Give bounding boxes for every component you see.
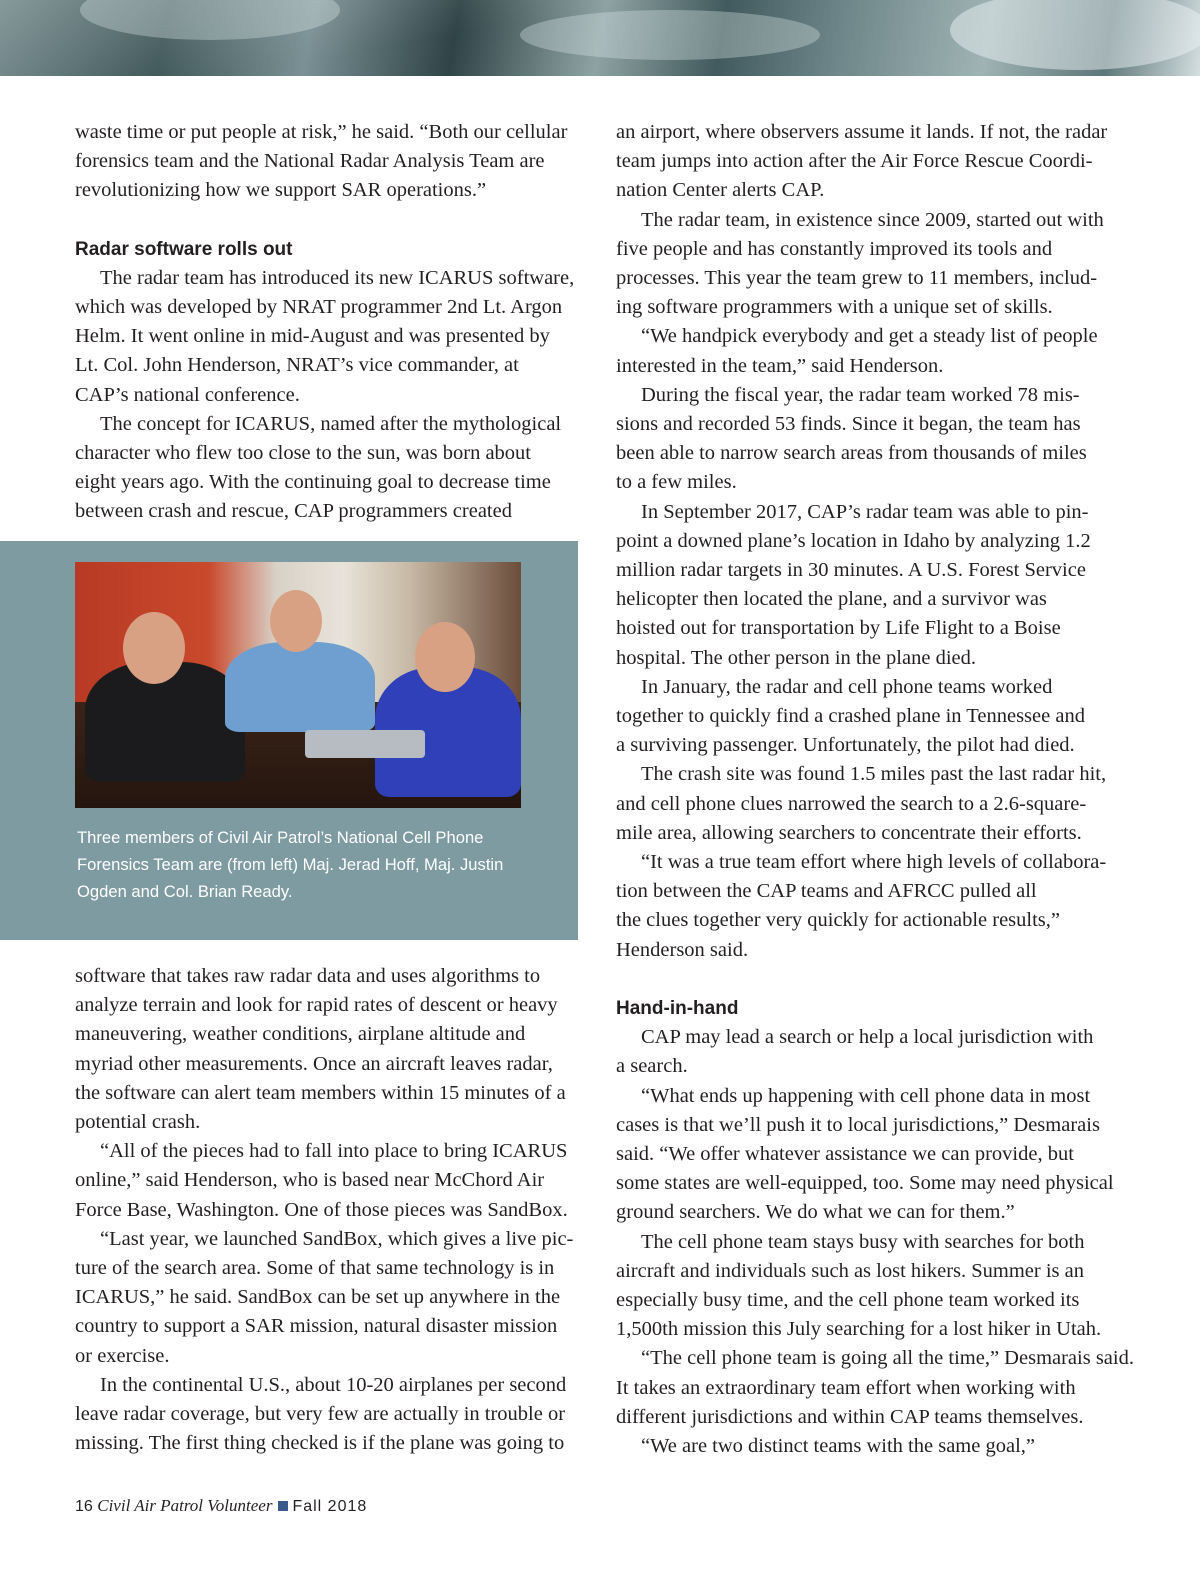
text-line: analyze terrain and look for rapid rates of descent or heavy	[75, 994, 558, 1017]
paragraph	[616, 1432, 1122, 1461]
paragraph	[616, 848, 1122, 965]
paragraph	[616, 1228, 1122, 1345]
header-photo	[0, 0, 1200, 76]
text-line: 1,500th mission this July searching for a lost hiker in Utah.	[616, 1318, 1102, 1341]
text-line: an airport, where observers assume it lands. If not, the radar	[616, 121, 1108, 143]
page-number: 16	[75, 1498, 93, 1515]
text-line: helicopter then located the plane, and a survivor was	[616, 588, 1047, 611]
caption-line: Three members of Civil Air Patrol’s National Cell Phone	[77, 828, 484, 847]
text-line: “We are two distinct teams with the same goal,”	[641, 1434, 1035, 1457]
text-line: myriad other measurements. Once an aircraft leaves radar,	[75, 1052, 553, 1075]
text-line: country to support a SAR mission, natural disaster mission	[75, 1315, 558, 1338]
article-text-left-radar	[75, 264, 583, 527]
text-line: eight years ago. With the continuing goal to decrease time	[75, 471, 551, 494]
paragraph	[616, 322, 1122, 380]
text-line: or exercise.	[75, 1344, 170, 1367]
text-line: ing software programmers with a unique set of skills.	[616, 296, 1053, 319]
text-line: The concept for ICARUS, named after the mythological	[100, 412, 562, 435]
section-heading-radar: Radar software rolls out	[75, 238, 293, 260]
text-line: character who flew too close to the sun, was born about	[75, 442, 531, 465]
text-line: together to quickly find a crashed plane in Tennessee and	[616, 705, 1085, 728]
text-line: some states are well-equipped, too. Some may need physical	[616, 1172, 1114, 1195]
paragraph	[616, 760, 1122, 848]
photo-caption	[77, 824, 547, 905]
text-line: especially busy time, and the cell phone team worked its	[616, 1288, 1080, 1311]
text-line: “What ends up happening with cell phone data in most	[641, 1084, 1091, 1107]
caption-line: Forensics Team are (from left) Maj. Jerad Hoff, Maj. Justin	[77, 855, 504, 874]
paragraph	[75, 118, 583, 206]
article-text-left-top	[75, 118, 583, 206]
text-line: cases is that we’ll push it to local jurisdictions,” Desmarais	[616, 1113, 1100, 1136]
text-line: Force Base, Washington. One of those pieces was SandBox.	[75, 1198, 568, 1221]
paragraph	[75, 962, 583, 1137]
text-line: ground searchers. We do what we can for them.”	[616, 1201, 1015, 1224]
text-line: Lt. Col. John Henderson, NRAT’s vice commander, at	[75, 354, 519, 377]
text-line: interested in the team,” said Henderson.	[616, 354, 944, 377]
text-line: The radar team has introduced its new ICARUS software,	[100, 266, 575, 289]
text-line: hospital. The other person in the plane died.	[616, 646, 976, 669]
article-text-right-hand	[616, 1023, 1134, 1461]
text-line: Helm. It went online in mid-August and was presented by	[75, 325, 550, 348]
text-line: potential crash.	[75, 1111, 201, 1134]
paragraph	[75, 1371, 583, 1459]
paragraph	[616, 1082, 1122, 1228]
text-line: In September 2017, CAP’s radar team was able to pin-	[641, 500, 1089, 523]
paragraph	[75, 1137, 583, 1225]
text-line: missing. The first thing checked is if the plane was going to	[75, 1432, 565, 1455]
text-line: waste time or put people at risk,” he said. “Both our cellular	[75, 121, 568, 143]
page-footer	[75, 1494, 367, 1519]
left-column-top	[75, 118, 583, 527]
text-line: Henderson said.	[616, 938, 749, 961]
paragraph	[75, 264, 583, 410]
text-line: the software can alert team members within 15 minutes of a	[75, 1081, 566, 1104]
text-line: It takes an extraordinary team effort when working with	[616, 1376, 1076, 1399]
text-line: a search.	[616, 1055, 688, 1078]
text-line: leave radar coverage, but very few are actually in trouble or	[75, 1403, 566, 1426]
right-column	[616, 118, 1134, 1461]
text-line: “The cell phone team is going all the time,” Desmarais said.	[641, 1347, 1134, 1370]
text-line: revolutionizing how we support SAR operations.”	[75, 179, 487, 202]
text-line: “Last year, we launched SandBox, which gives a live pic-	[100, 1227, 574, 1250]
text-line: “All of the pieces had to fall into place to bring ICARUS	[100, 1140, 568, 1163]
text-line: software that takes raw radar data and uses algorithms to	[75, 965, 541, 987]
text-line: the clues together very quickly for actionable results,”	[616, 909, 1061, 932]
paragraph	[75, 410, 583, 527]
text-line: tion between the CAP teams and AFRCC pulled all	[616, 880, 1037, 903]
text-line: The cell phone team stays busy with searches for both	[641, 1230, 1085, 1253]
paragraph	[616, 673, 1122, 761]
text-line: hoisted out for transportation by Life Flight to a Boise	[616, 617, 1061, 640]
text-line: online,” said Henderson, who is based near McChord Air	[75, 1169, 545, 1192]
text-line: “We handpick everybody and get a steady list of people	[641, 325, 1098, 348]
text-line: between crash and rescue, CAP programmers created	[75, 500, 512, 523]
text-line: processes. This year the team grew to 11 members, includ-	[616, 267, 1098, 290]
text-line: sions and recorded 53 finds. Since it began, the team has	[616, 413, 1081, 436]
paragraph	[616, 1023, 1122, 1081]
text-line: a surviving passenger. Unfortunately, the pilot had died.	[616, 734, 1075, 757]
text-line: The crash site was found 1.5 miles past the last radar hit,	[641, 763, 1107, 786]
text-line: been able to narrow search areas from thousands of miles	[616, 442, 1087, 465]
text-line: and cell phone clues narrowed the search to a 2.6-square-	[616, 792, 1087, 815]
text-line: nation Center alerts CAP.	[616, 179, 825, 202]
publication-name: Civil Air Patrol Volunteer	[97, 1496, 273, 1515]
text-line: ICARUS,” he said. SandBox can be set up anywhere in the	[75, 1286, 561, 1309]
text-line: CAP may lead a search or help a local jurisdiction with	[641, 1026, 1094, 1049]
paragraph	[616, 1344, 1134, 1432]
text-line: During the fiscal year, the radar team worked 78 mis-	[641, 383, 1080, 406]
text-line: In January, the radar and cell phone teams worked	[641, 675, 1053, 698]
text-line: five people and has constantly improved its tools and	[616, 237, 1053, 260]
text-line: In the continental U.S., about 10-20 airplanes per second	[100, 1373, 567, 1396]
paragraph	[616, 498, 1122, 673]
paragraph	[616, 381, 1122, 498]
left-column-bottom	[75, 962, 583, 1458]
text-line: CAP’s national conference.	[75, 383, 300, 406]
text-line: “It was a true team effort where high levels of collabora-	[641, 851, 1107, 874]
article-text-right-top	[616, 118, 1122, 965]
text-line: forensics team and the National Radar Analysis Team are	[75, 150, 545, 173]
text-line: which was developed by NRAT programmer 2nd Lt. Argon	[75, 296, 563, 319]
section-heading-hand: Hand-in-hand	[616, 997, 739, 1019]
paragraph	[616, 118, 1122, 206]
paragraph	[75, 1225, 583, 1371]
text-line: maneuvering, weather conditions, airplane altitude and	[75, 1023, 526, 1046]
text-line: million radar targets in 30 minutes. A U.S. Forest Service	[616, 559, 1086, 582]
text-line: said. “We offer whatever assistance we can provide, but	[616, 1142, 1074, 1165]
issue-season: Fall 2018	[292, 1498, 368, 1515]
text-line: point a downed plane’s location in Idaho by analyzing 1.2	[616, 529, 1091, 552]
text-line: The radar team, in existence since 2009, started out with	[641, 208, 1104, 231]
team-photo	[75, 562, 521, 808]
photo-panel	[0, 541, 578, 940]
text-line: to a few miles.	[616, 471, 737, 494]
square-bullet-icon	[278, 1501, 288, 1511]
caption-line: Ogden and Col. Brian Ready.	[77, 882, 293, 901]
paragraph	[616, 206, 1122, 323]
text-line: aircraft and individuals such as lost hikers. Summer is an	[616, 1259, 1084, 1282]
text-line: team jumps into action after the Air Force Rescue Coordi-	[616, 150, 1093, 173]
text-line: different jurisdictions and within CAP teams themselves.	[616, 1405, 1084, 1428]
text-line: mile area, allowing searchers to concentrate their efforts.	[616, 821, 1082, 844]
text-line: ture of the search area. Some of that same technology is in	[75, 1257, 555, 1280]
